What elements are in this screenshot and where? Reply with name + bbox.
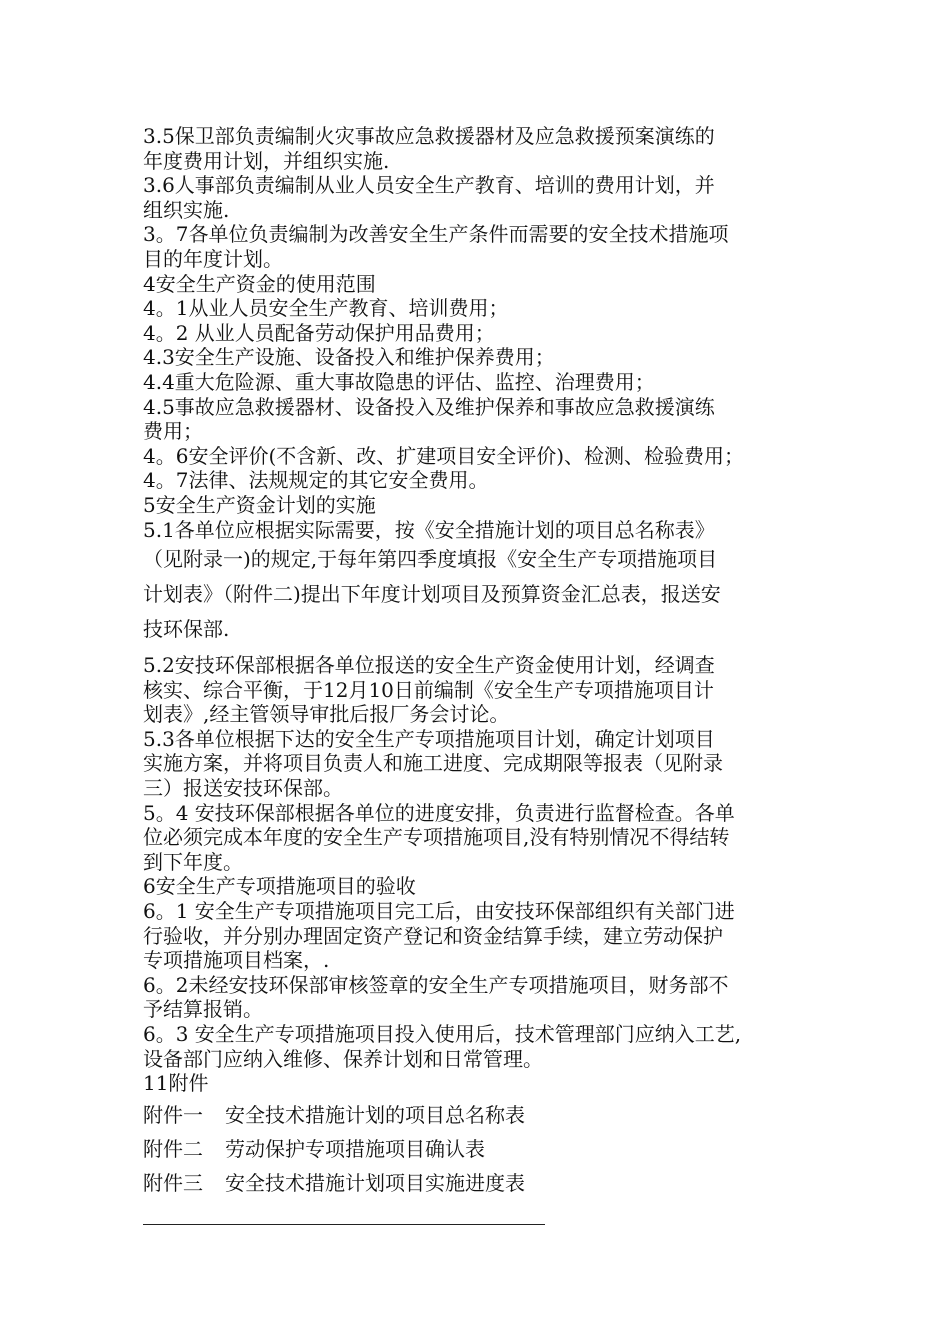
text-line: 3。7各单位负责编制为改善安全生产条件而需要的安全技术措施项 xyxy=(143,222,729,247)
footnote-divider xyxy=(143,1224,545,1225)
attachment-title: 安全技术措施计划项目实施进度表 xyxy=(225,1171,525,1195)
text-line: 5.3各单位根据下达的安全生产专项措施项目计划，确定计划项目 xyxy=(143,726,715,751)
text-line: 5.2安技环保部根据各单位报送的安全生产资金使用计划，经调查 xyxy=(143,653,715,678)
text-line: 予结算报销。 xyxy=(143,997,263,1022)
text-line: 技环保部. xyxy=(143,617,230,642)
text-line: 划表》,经主管领导审批后报厂务会讨论。 xyxy=(143,702,510,727)
text-line: 设备部门应纳入维修、保养计划和日常管理。 xyxy=(143,1046,543,1071)
text-line: 到下年度。 xyxy=(143,849,243,874)
text-line: 6。3 安全生产专项措施项目投入使用后，技术管理部门应纳入工艺, xyxy=(143,1022,742,1046)
text-line: 实施方案，并将项目负责人和施工进度、完成期限等报表（见附录 xyxy=(143,751,723,776)
text-line: 计划表》（附件二)提出下年度计划项目及预算资金汇总表，报送安 xyxy=(143,582,721,607)
section-heading: 4安全生产资金的使用范围 xyxy=(143,271,376,296)
text-line: 4.4重大危险源、重大事故隐患的评估、监控、治理费用； xyxy=(143,369,655,394)
document-body xyxy=(143,124,823,1096)
section-heading: 5安全生产资金计划的实施 xyxy=(143,492,376,517)
text-line: 组织实施. xyxy=(143,197,230,222)
text-line: 4。2 从业人员配备劳动保护用品费用； xyxy=(143,320,495,345)
attachment-label: 附件三 xyxy=(143,1171,203,1195)
attachment-item xyxy=(143,1098,823,1132)
text-line: 年度费用计划，并组织实施. xyxy=(143,148,390,173)
text-line: （见附录一)的规定,于每年第四季度填报《安全生产专项措施项目 xyxy=(143,547,718,572)
text-line: 行验收，并分别办理固定资产登记和资金结算手续，建立劳动保护 xyxy=(143,923,723,948)
text-line: 4。6安全评价(不含新、改、扩建项目安全评价)、检测、检验费用； xyxy=(143,443,745,468)
text-line: 4.5事故应急救援器材、设备投入及维护保养和事故应急救援演练 xyxy=(143,394,715,419)
section-heading: 6安全生产专项措施项目的验收 xyxy=(143,874,416,899)
text-line: 6。1 安全生产专项措施项目完工后，由安技环保部组织有关部门进 xyxy=(143,899,735,924)
text-line: 3.6人事部负责编制从业人员安全生产教育、培训的费用计划，并 xyxy=(143,173,715,198)
attachment-label: 附件一 xyxy=(143,1103,203,1127)
text-line: 专项措施项目档案，. xyxy=(143,948,330,973)
text-line: 5。4 安技环保部根据各单位的进度安排，负责进行监督检查。各单 xyxy=(143,800,735,825)
text-line: 5.1各单位应根据实际需要，按《安全措施计划的项目总名称表》 xyxy=(143,517,715,542)
attachment-title: 劳动保护专项措施项目确认表 xyxy=(225,1137,485,1161)
section-heading: 11附件 xyxy=(143,1071,209,1096)
text-line: 核实、综合平衡，于12月10日前编制《安全生产专项措施项目计 xyxy=(143,677,714,702)
attachment-list xyxy=(143,1098,823,1200)
attachment-title: 安全技术措施计划的项目总名称表 xyxy=(225,1103,525,1127)
text-line: 费用； xyxy=(143,419,203,444)
attachment-item xyxy=(143,1132,823,1166)
text-line: 三）报送安技环保部。 xyxy=(143,776,343,801)
text-line: 6。2未经安技环保部审核签章的安全生产专项措施项目，财务部不 xyxy=(143,972,729,997)
text-line: 位必须完成本年度的安全生产专项措施项目,没有特别情况不得结转 xyxy=(143,825,730,850)
text-line: 3.5保卫部负责编制火灾事故应急救援器材及应急救援预案演练的 xyxy=(143,124,715,148)
text-line: 4.3安全生产设施、设备投入和维护保养费用； xyxy=(143,345,555,370)
attachment-item xyxy=(143,1166,823,1200)
text-line: 4。7法律、法规规定的其它安全费用。 xyxy=(143,468,489,493)
attachment-label: 附件二 xyxy=(143,1137,203,1161)
text-line: 目的年度计划。 xyxy=(143,246,283,271)
text-line: 4。1从业人员安全生产教育、培训费用； xyxy=(143,296,509,321)
